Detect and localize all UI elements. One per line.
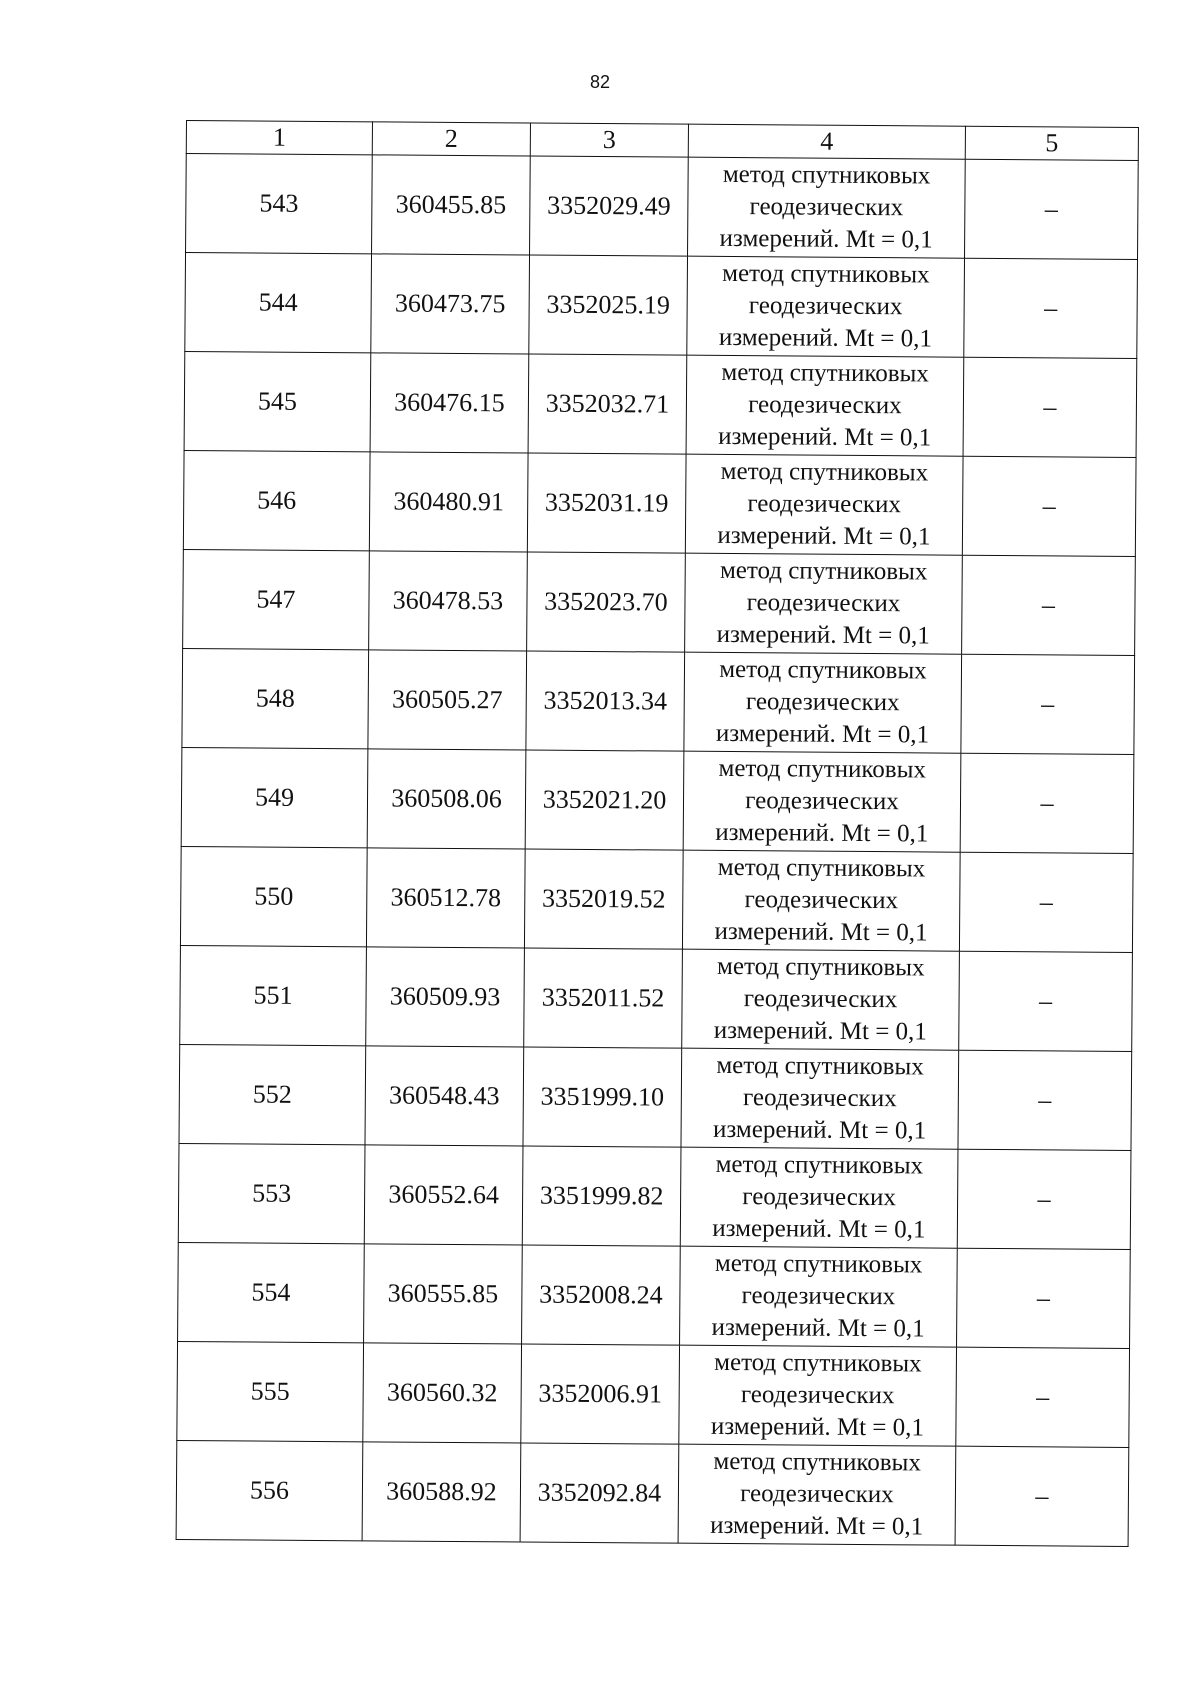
y-coordinate-cell: 3352011.52 <box>524 948 683 1048</box>
method-cell <box>684 652 962 753</box>
x-coordinate-cell: 360455.85 <box>372 155 531 255</box>
table-row <box>178 1143 1131 1249</box>
method-cell <box>682 850 960 951</box>
x-coordinate-cell: 360473.75 <box>371 254 530 354</box>
method-text-line: измерений. Mt = 0,1 <box>714 917 928 947</box>
y-coordinate-cell: 3352025.19 <box>529 255 688 355</box>
method-text-line: метод спутниковых <box>722 259 930 289</box>
method-text-line: геодезических <box>740 1480 894 1509</box>
method-text-line: измерений. Mt = 0,1 <box>711 1313 925 1343</box>
method-text-line: геодезических <box>740 1381 895 1410</box>
note-cell: – <box>958 1050 1132 1150</box>
table-row <box>180 945 1133 1051</box>
method-text-line: метод спутниковых <box>718 754 927 784</box>
method-cell <box>685 454 963 555</box>
method-text-line: измерений. Mt = 0,1 <box>719 224 933 254</box>
y-coordinate-cell: 3352092.84 <box>520 1443 679 1543</box>
method-text-line: метод спутниковых <box>713 1447 921 1477</box>
point-number-cell: 547 <box>183 549 370 649</box>
method-text-line: геодезических <box>742 1183 897 1212</box>
y-coordinate-cell: 3352008.24 <box>522 1245 681 1345</box>
y-coordinate-cell: 3351999.82 <box>522 1146 681 1246</box>
method-text-line: измерений. Mt = 0,1 <box>710 1412 925 1442</box>
method-text-line: геодезических <box>746 589 901 618</box>
method-cell <box>682 949 960 1050</box>
point-number-cell: 552 <box>179 1044 366 1144</box>
note-cell: – <box>962 555 1136 655</box>
method-text-line: метод спутниковых <box>716 1051 924 1081</box>
note-cell: – <box>961 654 1135 754</box>
method-text-line: измерений. Mt = 0,1 <box>717 521 931 551</box>
column-header-3: 3 <box>530 123 688 157</box>
method-cell <box>678 1444 956 1545</box>
note-cell: – <box>957 1248 1131 1348</box>
method-cell <box>680 1246 958 1347</box>
y-coordinate-cell: 3352019.52 <box>524 849 683 949</box>
column-header-4: 4 <box>688 124 965 159</box>
x-coordinate-cell: 360480.91 <box>369 452 528 552</box>
page-number: 82 <box>589 72 611 92</box>
column-header-1: 1 <box>186 121 372 155</box>
x-coordinate-cell: 360588.92 <box>362 1442 521 1542</box>
y-coordinate-cell: 3352032.71 <box>528 354 687 454</box>
method-cell <box>680 1147 958 1248</box>
method-text-line: измерений. Mt = 0,1 <box>712 1214 926 1244</box>
method-text-line: метод спутниковых <box>721 358 929 388</box>
note-cell: – <box>963 357 1137 457</box>
point-number-cell: 553 <box>178 1143 365 1243</box>
point-number-cell: 543 <box>186 154 373 254</box>
method-text-line: геодезических <box>745 688 900 717</box>
table-row <box>178 1242 1131 1348</box>
table-row <box>183 549 1136 655</box>
table-row <box>182 648 1135 754</box>
table-row <box>185 253 1138 359</box>
x-coordinate-cell: 360548.43 <box>365 1046 524 1146</box>
y-coordinate-cell: 3351999.10 <box>523 1047 682 1147</box>
note-cell: – <box>957 1149 1131 1249</box>
method-text-line: геодезических <box>747 490 902 519</box>
y-coordinate-cell: 3352006.91 <box>521 1344 680 1444</box>
note-cell: – <box>959 852 1133 952</box>
column-header-2: 2 <box>372 122 530 156</box>
x-coordinate-cell: 360555.85 <box>364 1244 523 1344</box>
table-row <box>180 846 1133 952</box>
x-coordinate-cell: 360560.32 <box>363 1343 522 1443</box>
point-number-cell: 554 <box>178 1242 365 1342</box>
method-text-line: измерений. Mt = 0,1 <box>710 1511 924 1541</box>
table-row <box>184 351 1137 457</box>
x-coordinate-cell: 360552.64 <box>364 1145 523 1245</box>
method-cell <box>685 553 963 654</box>
y-coordinate-cell: 3352023.70 <box>527 552 686 652</box>
x-coordinate-cell: 360476.15 <box>370 353 529 453</box>
point-number-cell: 544 <box>185 253 372 353</box>
point-number-cell: 546 <box>183 450 370 550</box>
method-text-line: измерений. Mt = 0,1 <box>712 1115 927 1145</box>
table-row <box>186 154 1139 260</box>
table-row <box>179 1044 1132 1150</box>
method-text-line: геодезических <box>748 292 903 321</box>
method-text-line: метод спутниковых <box>719 556 928 586</box>
y-coordinate-cell: 3352029.49 <box>530 156 689 256</box>
method-text-line: метод спутниковых <box>715 1150 924 1180</box>
method-text-line: геодезических <box>742 1084 897 1113</box>
method-text-line: геодезических <box>749 193 904 222</box>
method-cell <box>686 355 964 456</box>
method-cell <box>681 1048 959 1149</box>
method-text-line: геодезических <box>741 1282 896 1311</box>
method-text-line: геодезических <box>748 391 902 420</box>
table-row <box>183 450 1136 556</box>
method-text-line: геодезических <box>744 886 899 915</box>
x-coordinate-cell: 360509.93 <box>366 947 525 1047</box>
method-text-line: метод спутниковых <box>722 160 931 190</box>
point-number-cell: 549 <box>181 747 368 847</box>
method-cell <box>683 751 961 852</box>
method-text-line: метод спутниковых <box>717 952 925 982</box>
method-text-line: метод спутниковых <box>714 1249 923 1279</box>
note-cell: – <box>956 1347 1130 1447</box>
point-number-cell: 551 <box>180 945 367 1045</box>
method-text-line: измерений. Mt = 0,1 <box>713 1016 927 1046</box>
point-number-cell: 548 <box>182 648 369 748</box>
method-text-line: геодезических <box>743 985 898 1014</box>
method-text-line: геодезических <box>745 787 899 816</box>
table-row <box>176 1440 1129 1546</box>
y-coordinate-cell: 3352013.34 <box>526 651 685 751</box>
method-text-line: измерений. Mt = 0,1 <box>716 620 930 650</box>
method-text-line: метод спутниковых <box>720 457 929 487</box>
method-cell <box>679 1345 957 1446</box>
note-cell: – <box>964 258 1138 358</box>
x-coordinate-cell: 360512.78 <box>366 848 525 948</box>
column-header-5: 5 <box>965 126 1138 160</box>
method-text-line: метод спутниковых <box>719 655 927 685</box>
point-number-cell: 556 <box>176 1440 363 1540</box>
note-cell: – <box>962 456 1136 556</box>
y-coordinate-cell: 3352021.20 <box>525 750 684 850</box>
point-number-cell: 550 <box>180 846 367 946</box>
note-cell: – <box>965 159 1139 259</box>
method-text-line: метод спутниковых <box>714 1348 922 1378</box>
table-row <box>181 747 1134 853</box>
point-number-cell: 555 <box>177 1341 364 1441</box>
x-coordinate-cell: 360508.06 <box>367 749 526 849</box>
table-body <box>176 154 1138 1547</box>
method-text-line: измерений. Mt = 0,1 <box>718 422 932 452</box>
method-text-line: измерений. Mt = 0,1 <box>715 818 929 848</box>
table-row <box>177 1341 1130 1447</box>
x-coordinate-cell: 360478.53 <box>369 551 528 651</box>
method-text-line: измерений. Mt = 0,1 <box>718 323 933 353</box>
method-text-line: измерений. Mt = 0,1 <box>715 719 930 749</box>
point-number-cell: 545 <box>184 351 371 451</box>
method-cell <box>687 256 965 357</box>
note-cell: – <box>955 1446 1129 1546</box>
note-cell: – <box>960 753 1134 853</box>
method-text-line: метод спутниковых <box>717 853 926 883</box>
y-coordinate-cell: 3352031.19 <box>527 453 686 553</box>
method-cell <box>688 157 966 258</box>
coordinates-table <box>176 120 1139 1547</box>
x-coordinate-cell: 360505.27 <box>368 650 527 750</box>
note-cell: – <box>959 951 1133 1051</box>
